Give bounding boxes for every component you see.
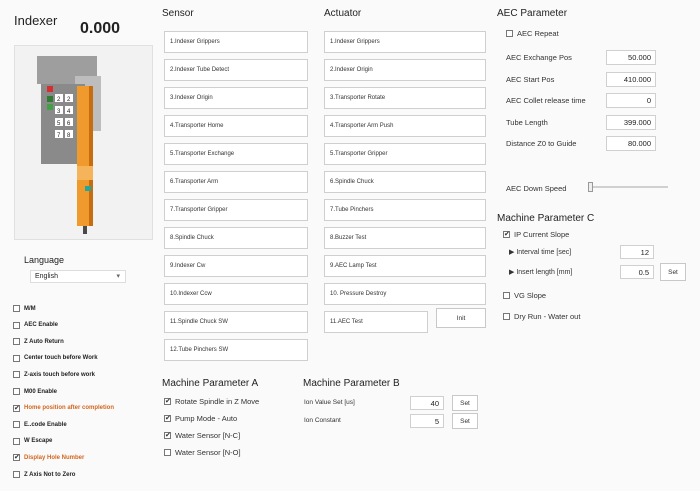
aec-down-speed-label: AEC Down Speed	[506, 184, 567, 193]
machine-param-a-label: Rotate Spindle in Z Move	[175, 397, 260, 406]
sensor-title: Sensor	[162, 8, 194, 19]
indexer-label-5: 5	[57, 121, 61, 127]
machine-param-a-box[interactable]	[164, 415, 171, 422]
indexer-label-2: 2	[67, 97, 71, 103]
aec-field-label: AEC Exchange Pos	[506, 53, 572, 62]
sensor-item: 3.Indexer Origin	[164, 87, 308, 109]
dry-run-label: Dry Run - Water out	[514, 312, 581, 321]
sensor-item: 7.Transporter Gripper	[164, 199, 308, 221]
indexer-label-3: 3	[57, 109, 61, 115]
machine-param-a-box[interactable]	[164, 449, 171, 456]
sensor-item: 4.Transporter Home	[164, 115, 308, 137]
machine-param-a-option-2[interactable]	[164, 414, 237, 423]
machine-param-c-title: Machine Parameter C	[497, 213, 595, 224]
actuator-button[interactable]: 6.Spindle Chuck	[324, 171, 486, 193]
sensor-item: 9.Indexer Cw	[164, 255, 308, 277]
actuator-button[interactable]: 7.Tube Pinchers	[324, 199, 486, 221]
left-option-label: M/M	[24, 305, 36, 312]
ip-current-slope-label: IP Current Slope	[514, 230, 570, 239]
machine-param-b-set-button[interactable]: Set	[452, 413, 478, 429]
indicator-red	[47, 86, 53, 92]
left-option-3[interactable]	[13, 338, 64, 345]
aec-field-label: AEC Collet release time	[506, 96, 586, 105]
machine-param-a-box[interactable]	[164, 432, 171, 439]
sensor-item: 10.Indexer Ccw	[164, 283, 308, 305]
aec-down-speed-slider[interactable]	[588, 182, 668, 192]
indexer-position-value: 0.000	[80, 20, 121, 37]
machine-param-a-option-3[interactable]	[164, 431, 240, 440]
left-option-box[interactable]	[13, 322, 20, 329]
machine-param-b-input[interactable]: 5	[410, 414, 444, 428]
left-option-label: Z-axis touch before work	[24, 371, 96, 378]
left-option-2[interactable]	[13, 322, 58, 329]
indicator-green	[47, 96, 53, 102]
actuator-button[interactable]: 11.AEC Test	[324, 311, 428, 333]
indexer-label-7: 7	[57, 133, 61, 139]
indexer-label-8: 8	[67, 133, 71, 139]
sensor-item: 5.Transporter Exchange	[164, 143, 308, 165]
sensor-item: 12.Tube Pinchers SW	[164, 339, 308, 361]
machine-param-b-label: Ion Value Set [us]	[304, 399, 355, 406]
slider-track	[588, 186, 668, 188]
sensor-item: 11.Spindle Chuck SW	[164, 311, 308, 333]
left-option-box[interactable]	[13, 371, 20, 378]
left-option-label: Z Auto Return	[24, 338, 64, 345]
actuator-button[interactable]: 5.Transporter Gripper	[324, 143, 486, 165]
left-option-1[interactable]	[13, 305, 36, 312]
machine-param-a-title: Machine Parameter A	[162, 378, 259, 389]
left-option-10[interactable]	[13, 454, 84, 461]
aec-field-input[interactable]: 50.000	[606, 50, 656, 65]
ip-current-slope-checkbox[interactable]	[503, 230, 569, 239]
aec-parameter-title: AEC Parameter	[497, 8, 568, 19]
aec-repeat-label: AEC Repeat	[517, 29, 559, 38]
left-option-6[interactable]	[13, 388, 57, 395]
left-option-box[interactable]	[13, 305, 20, 312]
dry-run-checkbox[interactable]	[503, 312, 580, 321]
machine-param-a-box[interactable]	[164, 398, 171, 405]
vg-slope-label: VG Slope	[514, 291, 547, 300]
left-option-box[interactable]	[13, 421, 20, 428]
insert-length-set-button[interactable]: Set	[660, 263, 686, 281]
language-label: Language	[24, 255, 65, 265]
left-option-5[interactable]	[13, 371, 95, 378]
left-option-label: AEC Enable	[24, 322, 59, 329]
ip-current-slope-box[interactable]	[503, 231, 510, 238]
sensor-item: 8.Spindle Chuck	[164, 227, 308, 249]
interval-time-input[interactable]: 12	[620, 245, 654, 259]
sensor-item: 1.Indexer Grippers	[164, 31, 308, 53]
slider-thumb[interactable]	[588, 182, 593, 192]
machine-param-a-label: Pump Mode - Auto	[175, 414, 238, 423]
aec-field-label: Tube Length	[506, 117, 548, 127]
dry-run-box[interactable]	[503, 313, 510, 320]
aec-field-input[interactable]: 399.000	[606, 115, 656, 130]
aec-repeat-checkbox[interactable]	[506, 29, 559, 38]
language-selected-value: English	[35, 273, 58, 280]
left-option-label: W Escape	[24, 438, 53, 445]
actuator-button[interactable]: 2.Indexer Origin	[324, 59, 486, 81]
aec-field-input[interactable]: 410.000	[606, 72, 656, 87]
indexer-title: Indexer	[14, 13, 58, 28]
indexer-label-1: 2	[57, 97, 61, 103]
left-option-box[interactable]	[13, 454, 20, 461]
aec-field-input[interactable]: 0	[606, 93, 656, 108]
actuator-button[interactable]: 9.AEC Lamp Test	[324, 255, 486, 277]
left-option-box[interactable]	[13, 438, 20, 445]
actuator-button[interactable]: 8.Buzzer Test	[324, 227, 486, 249]
left-option-label: Display Hole Number	[24, 454, 85, 461]
left-option-box[interactable]	[13, 338, 20, 345]
left-option-9[interactable]	[13, 438, 52, 445]
left-option-box[interactable]	[13, 471, 20, 478]
indexer-label-4: 4	[67, 109, 71, 115]
left-option-box[interactable]	[13, 405, 20, 412]
left-option-11[interactable]	[13, 471, 75, 478]
aec-field-input[interactable]: 80.000	[606, 136, 656, 151]
interval-time-label: ▶ Interval time [sec]	[509, 249, 572, 256]
machine-param-a-option-4[interactable]	[164, 448, 241, 457]
aec-field-label: AEC Start Pos	[506, 74, 555, 84]
aec-field-label: Distance Z0 to Guide	[506, 139, 577, 148]
vg-slope-box[interactable]	[503, 292, 510, 299]
left-option-7[interactable]	[13, 405, 114, 412]
init-button[interactable]: Init	[436, 308, 486, 328]
indexer-diagram	[14, 45, 153, 240]
sensor-item: 6.Transporter Arm	[164, 171, 308, 193]
left-option-box[interactable]	[13, 355, 20, 362]
insert-length-label: ▶ Insert length [mm]	[509, 269, 573, 276]
machine-param-a-label: Water Sensor [N-O]	[175, 448, 241, 457]
machine-param-b-title: Machine Parameter B	[303, 378, 400, 389]
actuator-button[interactable]: 1.Indexer Grippers	[324, 31, 486, 53]
actuator-button[interactable]: 3.Transporter Rotate	[324, 87, 486, 109]
machine-param-a-label: Water Sensor [N-C]	[175, 431, 241, 440]
actuator-title: Actuator	[324, 8, 362, 19]
left-option-label: Z Axis Not to Zero	[24, 471, 76, 478]
vg-slope-checkbox[interactable]	[503, 291, 546, 300]
left-option-label: Home position after completion	[24, 405, 115, 412]
machine-param-b-set-button[interactable]: Set	[452, 395, 478, 411]
chevron-down-icon: ▾	[116, 273, 120, 280]
left-option-label: Center touch before Work	[24, 355, 98, 362]
language-select[interactable]	[30, 270, 126, 283]
aec-repeat-box[interactable]	[506, 30, 513, 37]
insert-length-input[interactable]: 0.5	[620, 265, 654, 279]
actuator-button[interactable]: 4.Transporter Arm Push	[324, 115, 486, 137]
left-option-label: M00 Enable	[24, 388, 58, 395]
actuator-button[interactable]: 10. Pressure Destroy	[324, 283, 486, 305]
left-option-label: E..code Enable	[24, 421, 67, 428]
indexer-label-6: 6	[67, 121, 71, 127]
left-option-box[interactable]	[13, 388, 20, 395]
machine-param-b-input[interactable]: 40	[410, 396, 444, 410]
sensor-item: 2.Indexer Tube Detect	[164, 59, 308, 81]
left-option-8[interactable]	[13, 421, 67, 428]
machine-param-b-label: Ion Constant	[304, 417, 341, 424]
machine-param-a-option-1[interactable]	[164, 397, 259, 406]
left-option-4[interactable]	[13, 355, 98, 362]
